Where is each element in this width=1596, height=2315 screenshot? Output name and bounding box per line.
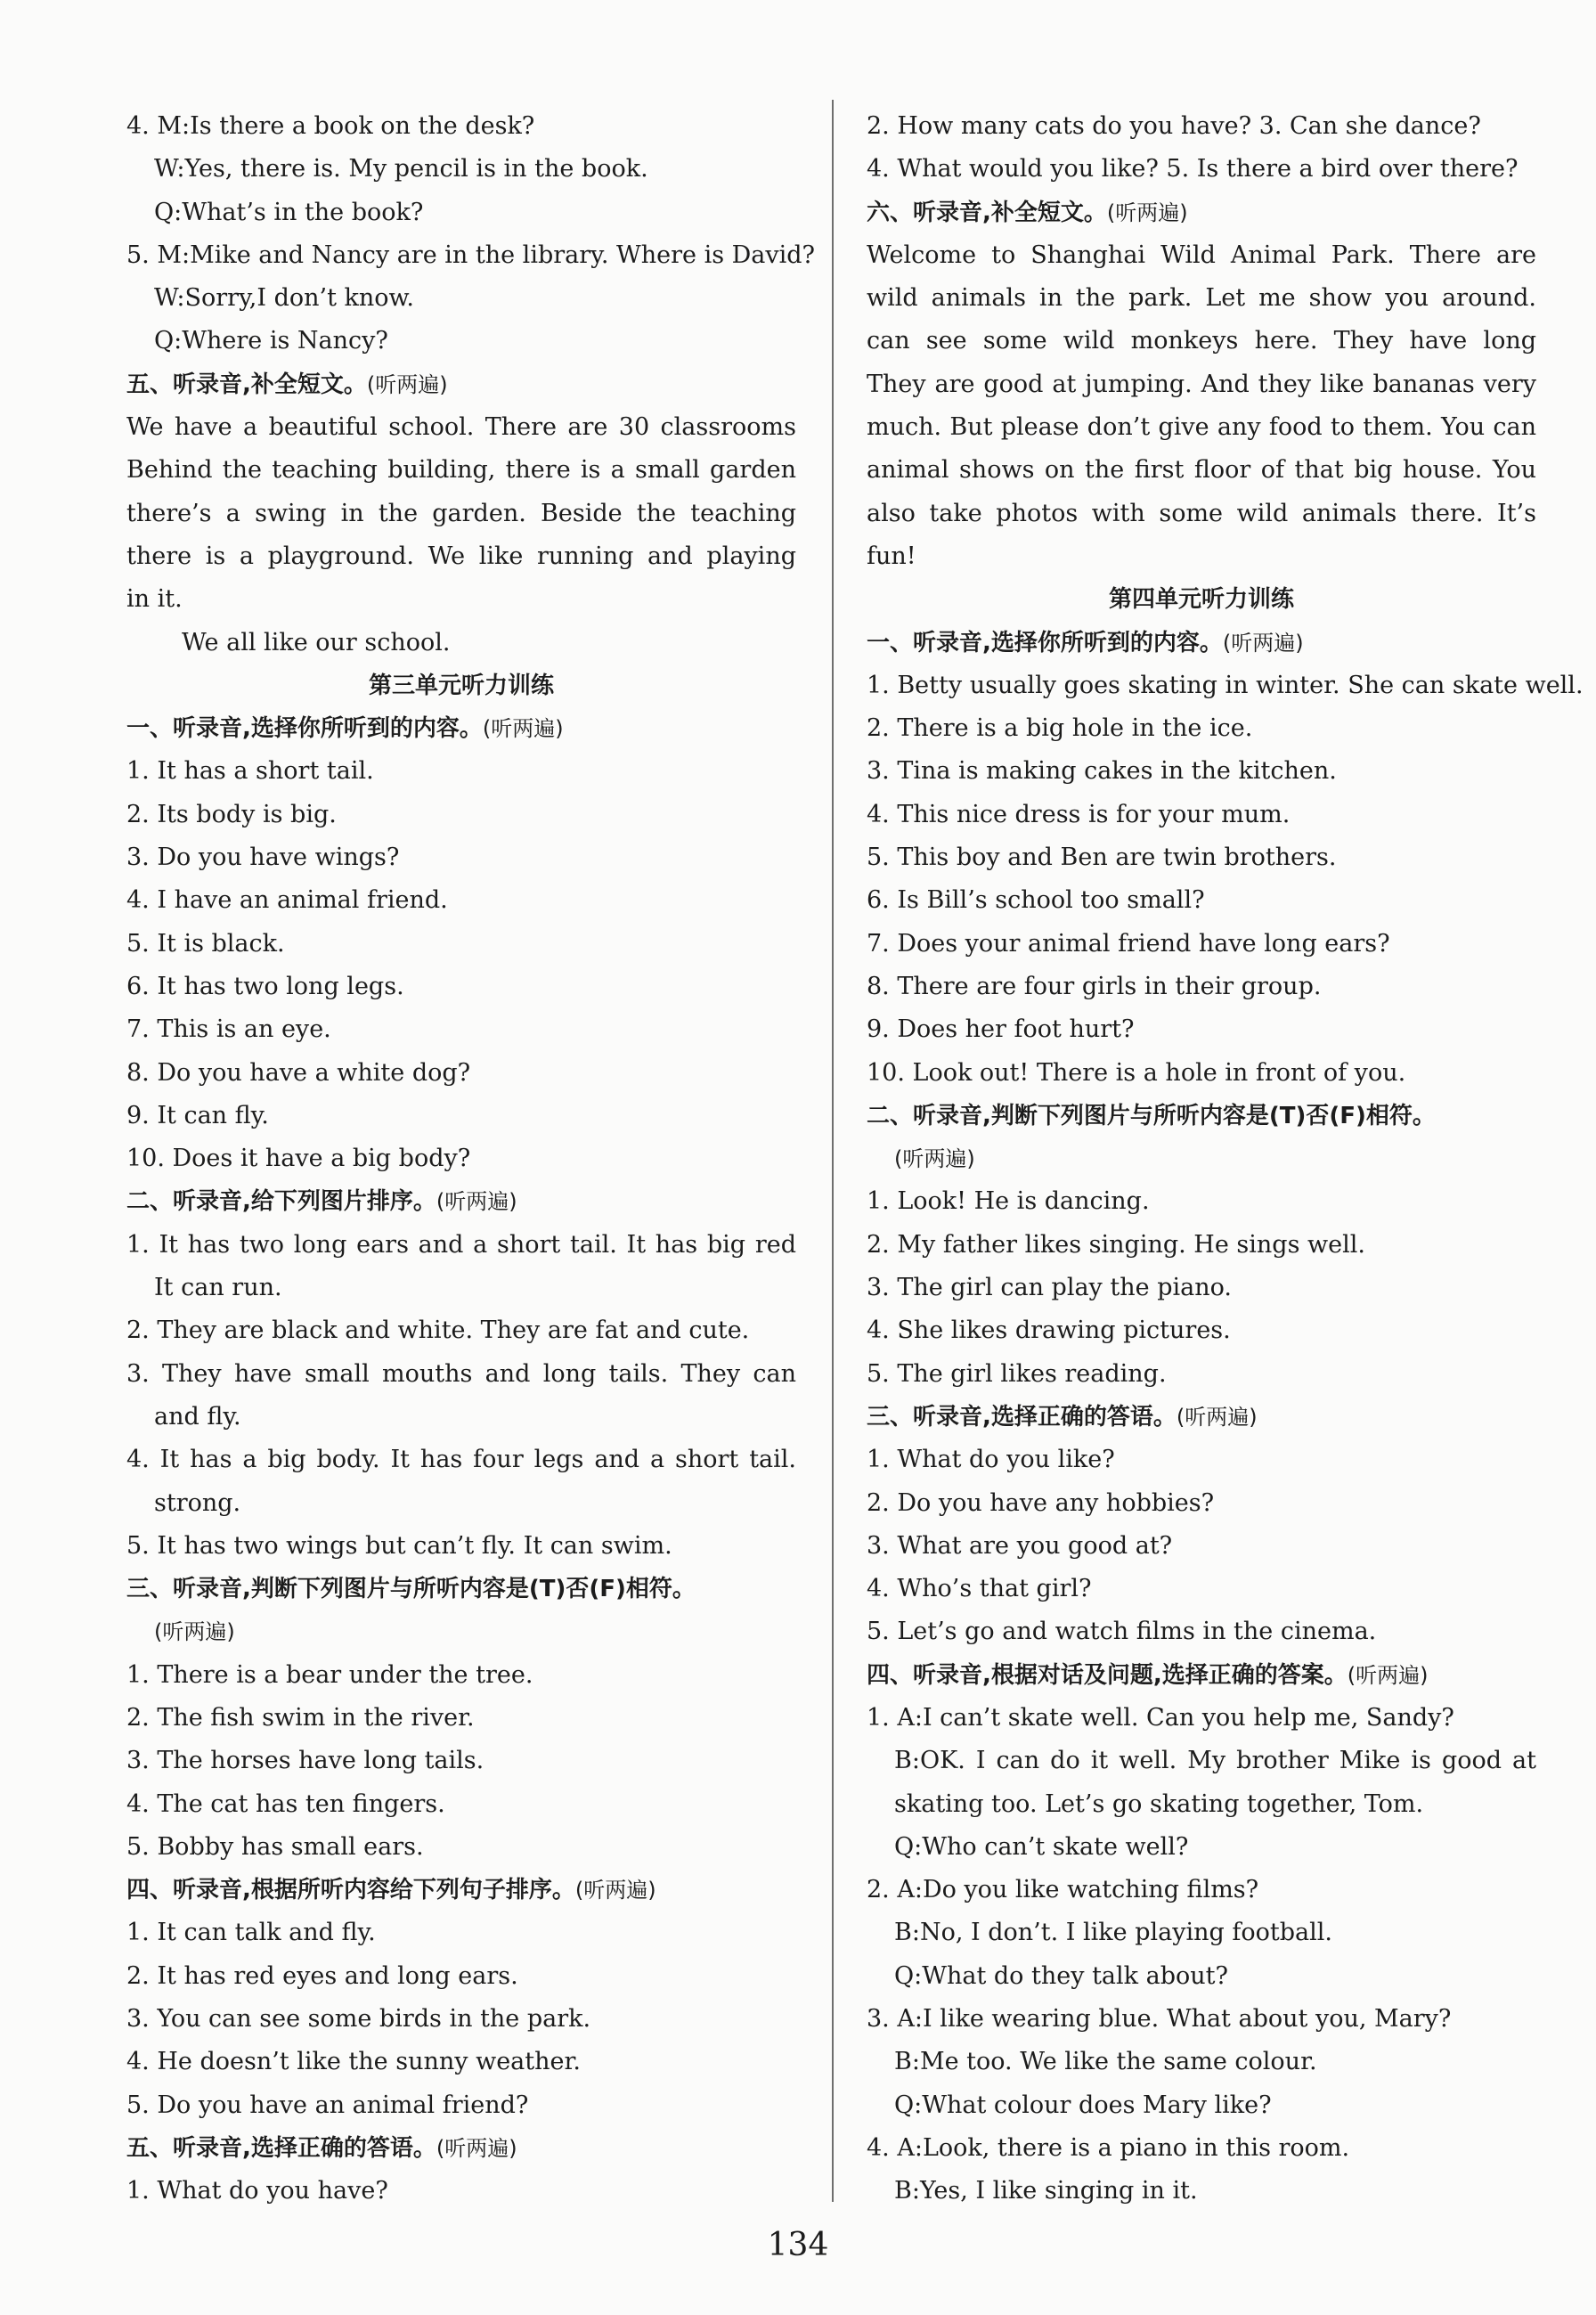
- unit-title: 第三单元听力训练: [368, 672, 554, 699]
- section-heading-note: (听两遍): [154, 1619, 235, 1645]
- text-line: 1. It can talk and fly.: [126, 1919, 376, 1947]
- text-line: 4. It has a big body. It has four legs and a short tail.: [126, 1446, 796, 1474]
- section-heading: [867, 1095, 1536, 1137]
- text-line: and fly.: [154, 1402, 241, 1431]
- text-line: also take photos with some wild animals there. It’s: [867, 499, 1536, 527]
- text-line: strong.: [154, 1488, 241, 1517]
- section-heading-note: (听两遍): [436, 1189, 517, 1215]
- text-line: 2. There is a big hole in the ice.: [867, 714, 1253, 743]
- section-heading-text: 五、听录音,选择正确的答语。: [126, 2134, 436, 2162]
- section-heading: [126, 1180, 796, 1223]
- text-line: 5. Let’s go and watch films in the cinema.: [867, 1618, 1377, 1646]
- section-heading-note: (听两遍): [482, 716, 564, 742]
- text-line: 7. This is an eye.: [126, 1015, 331, 1044]
- text-line: 5. It is black.: [126, 929, 285, 958]
- text-line: Behind the teaching building, there is a small garden: [126, 456, 796, 485]
- section-heading: [867, 192, 1536, 234]
- text-line: 10. Does it have a big body?: [126, 1145, 471, 1173]
- section-heading-text: 一、听录音,选择你所听到的内容。: [867, 629, 1223, 656]
- text-line: fun!: [867, 542, 916, 570]
- text-line: 7. Does your animal friend have long ears?: [867, 929, 1390, 958]
- section-heading: [126, 1568, 796, 1610]
- text-line: 6. It has two long legs.: [126, 972, 404, 1000]
- section-heading-note: (听两遍): [1106, 200, 1188, 225]
- text-line: 2. They are black and white. They are fat and cute.: [126, 1316, 750, 1345]
- section-heading-note: (听两遍): [1222, 630, 1304, 656]
- text-line: 3. The horses have long tails.: [126, 1747, 484, 1775]
- text-line: 4. The cat has ten fingers.: [126, 1789, 445, 1818]
- text-line: 1. A:I can’t skate well. Can you help me, Sandy?: [867, 1703, 1454, 1732]
- section-heading-text: 二、听录音,给下列图片排序。: [126, 1188, 436, 1216]
- text-line: much. But please don’t give any food to them. You can: [867, 413, 1536, 442]
- text-line: skating too. Let’s go skating together, Tom.: [894, 1789, 1424, 1818]
- section-heading: [867, 1654, 1536, 1697]
- text-line: 4. A:Look, there is a piano in this room.: [867, 2133, 1350, 2162]
- text-line: 3. Do you have wings?: [126, 844, 400, 872]
- section-heading-text: 二、听录音,判断下列图片与所听内容是(T)否(F)相符。: [867, 1102, 1436, 1129]
- section-heading: [867, 1137, 1536, 1180]
- text-line: 5. The girl likes reading.: [867, 1359, 1167, 1388]
- section-heading-text: 三、听录音,判断下列图片与所听内容是(T)否(F)相符。: [126, 1576, 696, 1603]
- section-heading-text: 一、听录音,选择你所听到的内容。: [126, 715, 483, 743]
- section-heading-text: 四、听录音,根据对话及问题,选择正确的答案。: [867, 1661, 1348, 1689]
- unit-title: 第四单元听力训练: [1108, 586, 1294, 614]
- text-line: 3. They have small mouths and long tails. They can: [126, 1359, 796, 1388]
- text-line: 9. Does her foot hurt?: [867, 1015, 1135, 1044]
- text-line: 1. What do you like?: [867, 1446, 1115, 1474]
- text-line: Q:What colour does Mary like?: [894, 2091, 1272, 2119]
- text-line: Q:What’s in the book?: [154, 198, 424, 226]
- section-heading-text: 五、听录音,补全短文。: [126, 371, 367, 398]
- text-line: 2. Its body is big.: [126, 800, 337, 828]
- text-line: 4. She likes drawing pictures.: [867, 1316, 1231, 1345]
- text-line: 8. Do you have a white dog?: [126, 1058, 471, 1087]
- text-line: 4. Who’s that girl?: [867, 1575, 1092, 1603]
- text-line: 9. It can fly.: [126, 1101, 269, 1129]
- section-heading-note: (听两遍): [1176, 1404, 1258, 1430]
- text-line: 2. The fish swim in the river.: [126, 1703, 475, 1732]
- text-line: 2. Do you have any hobbies?: [867, 1488, 1215, 1517]
- text-line: 1. There is a bear under the tree.: [126, 1660, 533, 1689]
- section-heading: [126, 707, 796, 750]
- text-line: 1. It has a short tail.: [126, 757, 374, 786]
- text-line: 3. Tina is making cakes in the kitchen.: [867, 757, 1337, 786]
- text-line: 1. Betty usually goes skating in winter. She can skate well.: [867, 671, 1584, 699]
- text-line: B:No, I don’t. I like playing football.: [894, 1919, 1332, 1947]
- text-line: in it.: [126, 585, 183, 614]
- page-number: 134: [767, 2227, 829, 2263]
- section-heading-note: (听两遍): [894, 1146, 975, 1172]
- text-line: 2. A:Do you like watching films?: [867, 1876, 1259, 1904]
- text-line: B:Me too. We like the same colour.: [894, 2048, 1317, 2076]
- text-line: Q:Who can’t skate well?: [894, 1832, 1189, 1861]
- text-line: W:Sorry,I don’t know.: [154, 284, 415, 313]
- text-line: there’s a swing in the garden. Beside the teaching: [126, 499, 796, 527]
- right-column: [867, 105, 1584, 2213]
- text-line: 4. What would you like? 5. Is there a bird over there?: [867, 155, 1519, 183]
- section-heading: [126, 2127, 796, 2170]
- text-line: 4. This nice dress is for your mum.: [867, 800, 1291, 828]
- text-line: They are good at jumping. And they like bananas very: [867, 370, 1536, 398]
- text-line: 2. My father likes singing. He sings well.: [867, 1230, 1365, 1259]
- text-line: wild animals in the park. Let me show you around.: [867, 284, 1536, 313]
- text-line: It can run.: [154, 1274, 282, 1302]
- text-line: animal shows on the first floor of that big house. You: [867, 456, 1536, 485]
- text-line: 10. Look out! There is a hole in front of you.: [867, 1058, 1406, 1087]
- section-heading-note: (听两遍): [366, 371, 448, 397]
- section-heading-note: (听两遍): [1347, 1662, 1429, 1688]
- text-line: 4. I have an animal friend.: [126, 886, 448, 915]
- text-line: B:Yes, I like singing in it.: [894, 2177, 1198, 2205]
- section-heading-text: 四、听录音,根据所听内容给下列句子排序。: [126, 1877, 575, 1904]
- text-line: can see some wild monkeys here. They have long: [867, 327, 1536, 355]
- text-line: 4. He doesn’t like the sunny weather.: [126, 2048, 582, 2076]
- text-line: B:OK. I can do it well. My brother Mike is good at: [894, 1747, 1536, 1775]
- text-line: 6. Is Bill’s school too small?: [867, 886, 1205, 915]
- text-line: W:Yes, there is. My pencil is in the book.: [154, 155, 648, 183]
- section-heading-note: (听两遍): [574, 1878, 656, 1903]
- section-heading-note: (听两遍): [436, 2135, 517, 2161]
- text-line: 1. Look! He is dancing.: [867, 1187, 1150, 1216]
- section-heading: [867, 1396, 1536, 1439]
- section-heading: [126, 1869, 796, 1912]
- text-line: Welcome to Shanghai Wild Animal Park. There are: [867, 240, 1536, 269]
- text-line: 3. The girl can play the piano.: [867, 1274, 1232, 1302]
- text-line: 5. Bobby has small ears.: [126, 1832, 424, 1861]
- text-line: 5. This boy and Ben are twin brothers.: [867, 844, 1337, 872]
- text-line: 2. It has red eyes and long ears.: [126, 1961, 518, 1990]
- section-heading-text: 六、听录音,补全短文。: [867, 199, 1107, 226]
- column-divider: [832, 100, 834, 2202]
- text-line: Q:Where is Nancy?: [154, 327, 388, 355]
- text-line: there is a playground. We like running and playing: [126, 542, 796, 570]
- text-line: 5. M:Mike and Nancy are in the library. Where is David?: [126, 240, 816, 269]
- section-heading: [126, 363, 796, 406]
- text-line: 3. You can see some birds in the park.: [126, 2005, 591, 2034]
- text-line: 3. A:I like wearing blue. What about you, Mary?: [867, 2005, 1452, 2034]
- section-heading: [126, 1610, 796, 1653]
- left-column: [126, 105, 816, 2213]
- text-line: Q:What do they talk about?: [894, 1961, 1228, 1990]
- text-line: 1. What do you have?: [126, 2177, 388, 2205]
- text-line: 3. What are you good at?: [867, 1531, 1173, 1560]
- text-line: 5. Do you have an animal friend?: [126, 2091, 529, 2119]
- section-heading: [867, 622, 1536, 664]
- text-line: 5. It has two wings but can’t fly. It can swim.: [126, 1531, 672, 1560]
- text-line: We have a beautiful school. There are 30 classrooms: [126, 413, 796, 442]
- text-line: 4. M:Is there a book on the desk?: [126, 112, 535, 140]
- text-line: 1. It has two long ears and a short tail. It has big red: [126, 1230, 796, 1259]
- text-line: 2. How many cats do you have? 3. Can she dance?: [867, 112, 1481, 140]
- text-line: 8. There are four girls in their group.: [867, 972, 1322, 1000]
- text-line: We all like our school.: [182, 628, 451, 656]
- section-heading-text: 三、听录音,选择正确的答语。: [867, 1403, 1177, 1431]
